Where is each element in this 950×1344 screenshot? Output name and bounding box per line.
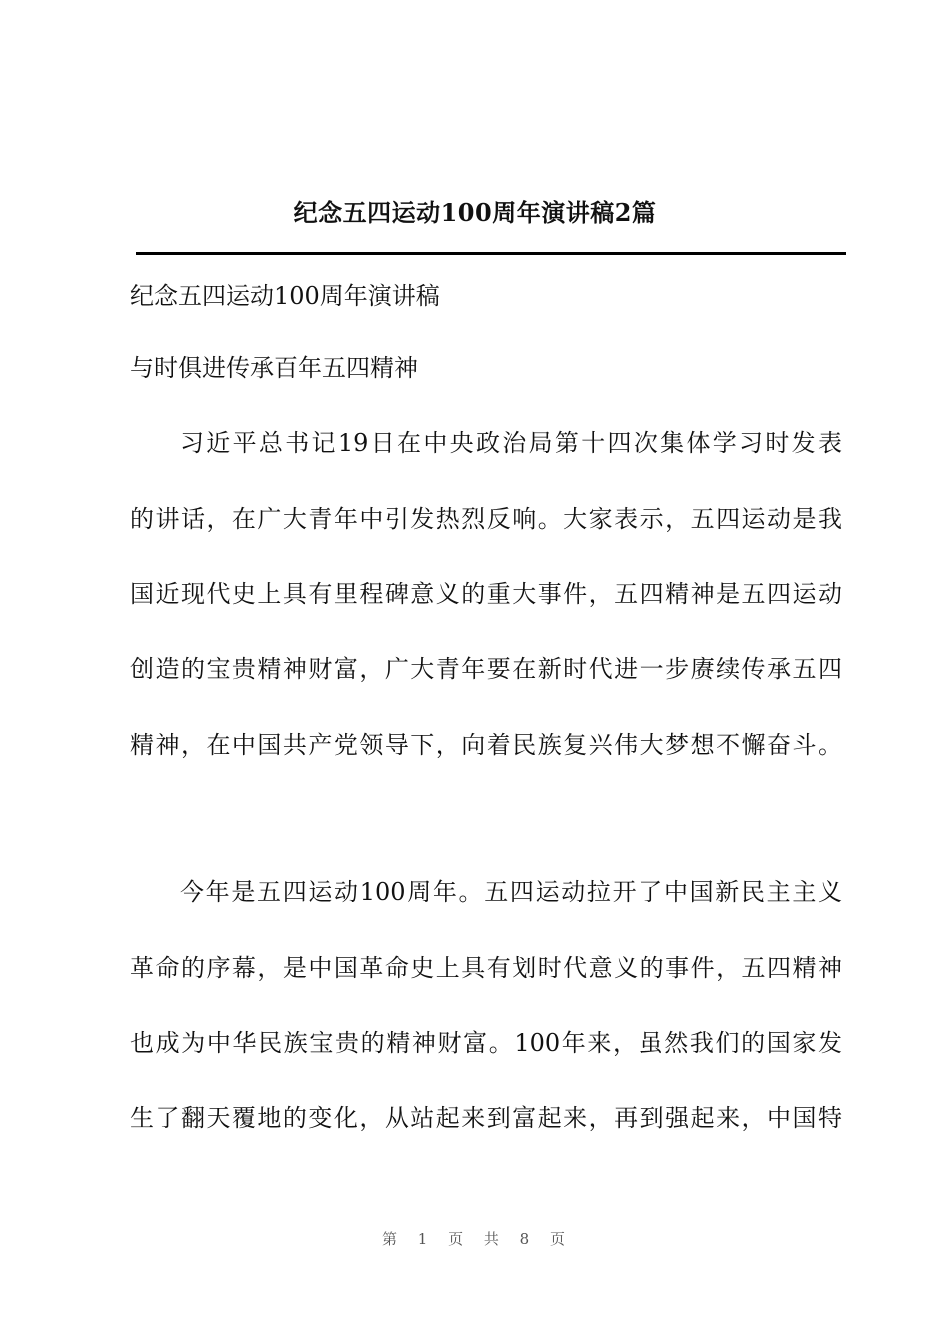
paragraph-2-line-4: 生了翻天覆地的变化，从站起来到富起来，再到强起来，中国特	[130, 1104, 842, 1132]
paragraph-2-line-3: 也成为中华民族宝贵的精神财富。100年来，虽然我们的国家发	[130, 1029, 842, 1057]
paragraph-2-line-2: 革命的序幕，是中国革命史上具有划时代意义的事件，五四精神	[130, 954, 842, 982]
paragraph-1-line-3: 国近现代史上具有里程碑意义的重大事件，五四精神是五四运动	[130, 580, 842, 608]
title-underline-rule	[136, 252, 846, 255]
paragraph-1-line-1: 习近平总书记19日在中央政治局第十四次集体学习时发表	[180, 429, 842, 457]
paragraph-1-line-5: 精神，在中国共产党领导下，向着民族复兴伟大梦想不懈奋斗。	[130, 731, 842, 759]
section-heading: 与时俱进传承百年五四精神	[130, 354, 418, 382]
paragraph-1-line-2: 的讲话，在广大青年中引发热烈反响。大家表示，五四运动是我	[130, 505, 842, 533]
page-footer: 第 1 页 共 8 页	[382, 1230, 568, 1248]
paragraph-1-line-4: 创造的宝贵精神财富，广大青年要在新时代进一步赓续传承五四	[130, 655, 842, 683]
subtitle-line: 纪念五四运动100周年演讲稿	[130, 282, 440, 310]
document-title: 纪念五四运动100周年演讲稿2篇	[293, 198, 657, 227]
paragraph-2-line-1: 今年是五四运动100周年。五四运动拉开了中国新民主主义	[180, 878, 842, 906]
